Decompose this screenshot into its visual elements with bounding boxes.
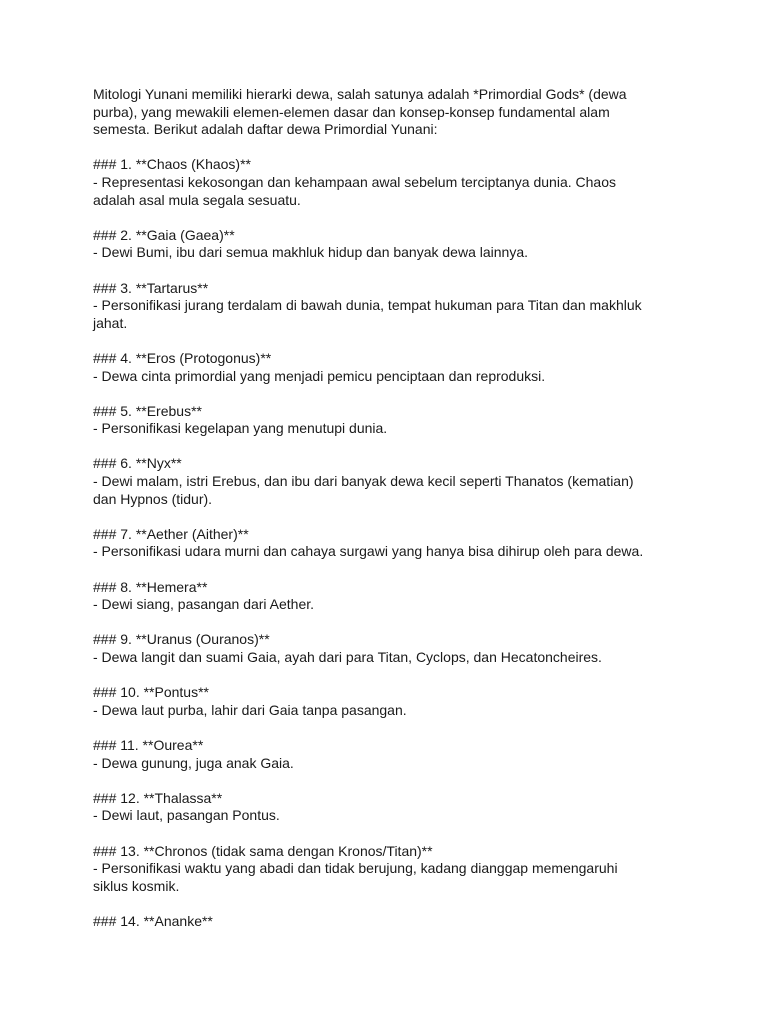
deity-heading: ### 14. **Ananke** [93,912,213,929]
deity-heading: ### 11. **Ourea** [93,736,204,753]
deity-description: - Dewi malam, istri Erebus, dan ibu dari banyak dewa kecil seperti Thanatos (kematian) dan Hypnos (tidur). [93,473,634,507]
deity-heading: ### 6. **Nyx** [93,455,182,472]
deity-description: - Dewi laut, pasangan Pontus. [93,807,280,824]
list-item [93,843,683,896]
list-item [93,455,683,508]
list-item [93,403,683,438]
deity-heading: ### 3. **Tartarus** [93,279,209,296]
deity-heading: ### 12. **Thalassa** [93,789,223,806]
intro-paragraph: Mitologi Yunani memiliki hierarki dewa, salah satunya adalah *Primordial Gods* (dewa purba), yang mewakili elemen-elemen dasar dan konsep-konsep fundamental alam semesta. Berikut adalah daftar dewa Primordial Yunani: [93,86,627,138]
deity-description: - Dewa gunung, juga anak Gaia. [93,754,294,771]
deity-heading: ### 1. **Chaos (Khaos)** [93,156,251,173]
deity-heading: ### 2. **Gaia (Gaea)** [93,226,235,243]
deity-heading: ### 9. **Uranus (Ouranos)** [93,631,270,648]
document-body [93,86,683,948]
list-item [93,684,683,719]
list-item [93,579,683,614]
deity-heading: ### 5. **Erebus** [93,402,202,419]
deity-description: - Personifikasi kegelapan yang menutupi dunia. [93,420,388,437]
deity-description: - Representasi kekosongan dan kehampaan awal sebelum terciptanya dunia. Chaos adalah asal mula segala sesuatu. [93,173,616,208]
deity-description: - Dewa laut purba, lahir dari Gaia tanpa pasangan. [93,701,407,718]
list-item [93,631,683,666]
list-item [93,280,683,333]
deity-description: - Dewi Bumi, ibu dari semua makhluk hidup dan banyak dewa lainnya. [93,244,529,261]
deity-description: - Dewa langit dan suami Gaia, ayah dari para Titan, Cyclops, dan Hecatoncheires. [93,649,602,665]
deity-description: - Dewi siang, pasangan dari Aether. [93,596,315,613]
list-item [93,227,683,262]
deity-heading: ### 4. **Eros (Protogonus)** [93,349,272,366]
deity-description: - Personifikasi jurang terdalam di bawah dunia, tempat hukuman para Titan dan makhluk jahat. [93,297,642,331]
list-item [93,790,683,825]
deity-heading: ### 10. **Pontus** [93,684,209,701]
list-item [93,737,683,772]
list-item [93,156,683,209]
deity-description: - Personifikasi udara murni dan cahaya surgawi yang hanya bisa dihirup oleh para dewa. [93,543,644,560]
deity-list [93,156,683,930]
deity-heading: ### 8. **Hemera** [93,578,208,595]
deity-description: - Dewa cinta primordial yang menjadi pemicu penciptaan dan reproduksi. [93,367,546,384]
list-item [93,350,683,385]
list-item [93,913,683,931]
deity-heading: ### 7. **Aether (Aither)** [93,525,249,542]
deity-heading: ### 13. **Chronos (tidak sama dengan Kronos/Titan)** [93,842,433,859]
deity-description: - Personifikasi waktu yang abadi dan tidak berujung, kadang dianggap memengaruhi siklus kosmik. [93,860,618,894]
list-item [93,526,683,561]
